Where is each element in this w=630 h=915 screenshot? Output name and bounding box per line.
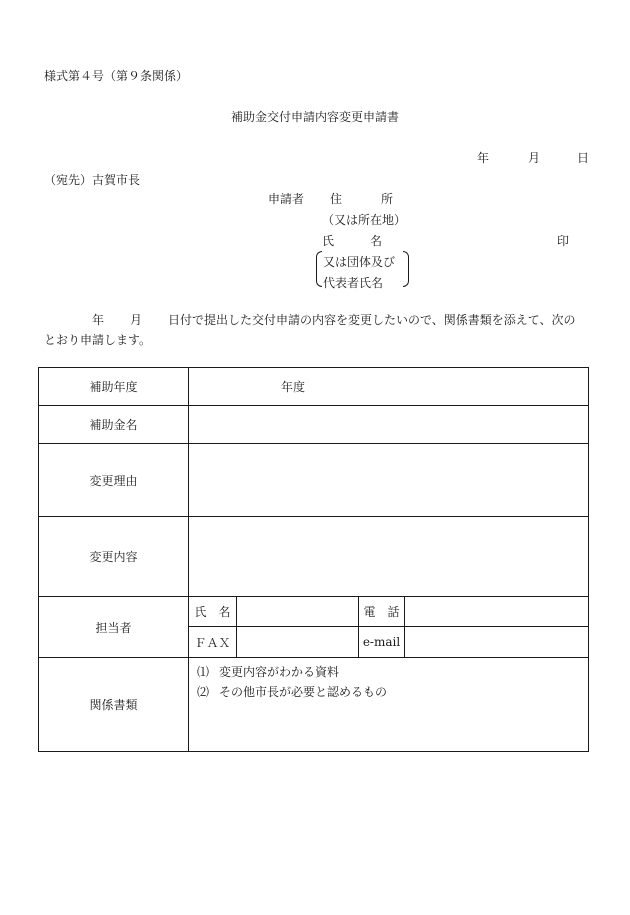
related-doc-item	[197, 662, 588, 682]
related-doc-text: 変更内容がわかる資料	[219, 665, 340, 679]
contact-email-field[interactable]	[405, 627, 589, 658]
application-table	[38, 367, 589, 752]
related-doc-number: ⑵	[197, 685, 210, 699]
date-year-label: 年	[477, 151, 490, 165]
subsidy-year-unit: 年度	[281, 380, 306, 394]
applicant-label: 申請者	[268, 192, 305, 206]
bracket-left	[316, 251, 322, 287]
subsidy-year-field[interactable]	[189, 368, 589, 406]
address-sub-label: （又は所在地）	[322, 213, 407, 227]
contact-name-label: 氏 名	[189, 597, 237, 627]
contact-name-field[interactable]	[237, 597, 359, 627]
change-reason-label: 変更理由	[39, 444, 189, 517]
subsidy-name-field[interactable]	[189, 406, 589, 444]
table-row-subsidy-year	[39, 368, 589, 406]
body-line1-text: 日付で提出した交付申請の内容を変更したいので、関係書類を添えて、次の	[168, 313, 576, 327]
document-title: 補助金交付申請内容変更申請書	[230, 110, 399, 124]
table-row-change-content	[39, 517, 589, 597]
related-doc-item	[197, 682, 588, 702]
table-row-change-reason	[39, 444, 589, 517]
body-month: 月	[130, 313, 143, 327]
name-label-1: 氏	[322, 234, 335, 248]
subsidy-year-label: 補助年度	[39, 368, 189, 406]
body-year: 年	[92, 313, 105, 327]
change-reason-field[interactable]	[189, 444, 589, 517]
change-content-label: 変更内容	[39, 517, 189, 597]
date-month-label: 月	[528, 151, 541, 165]
contact-phone-label: 電 話	[359, 597, 405, 627]
table-row-subsidy-name	[39, 406, 589, 444]
table-row-contact-1	[39, 597, 589, 627]
address-label-1: 住	[330, 192, 343, 206]
form-code: 様式第４号（第９条関係）	[44, 69, 189, 83]
change-content-field[interactable]	[189, 517, 589, 597]
contact-fax-label: ＦＡＸ	[189, 627, 237, 658]
contact-phone-field[interactable]	[405, 597, 589, 627]
table-row-related-docs	[39, 658, 589, 752]
org-sub-label-1: 又は団体及び	[323, 255, 396, 269]
contact-fax-field[interactable]	[237, 627, 359, 658]
related-docs-label: 関係書類	[39, 658, 189, 752]
related-doc-text: その他市長が必要と認めるもの	[219, 685, 388, 699]
body-text-line-1	[92, 314, 576, 326]
related-docs-list	[189, 658, 589, 752]
contact-email-label: e-mail	[359, 627, 405, 658]
contact-person-label: 担当者	[39, 597, 189, 658]
date-day-label: 日	[577, 151, 590, 165]
name-label-2: 名	[370, 234, 383, 248]
address-label-2: 所	[381, 192, 394, 206]
addressee: （宛先）古賀市長	[44, 173, 141, 187]
seal-label: 印	[557, 234, 570, 248]
bracket-right	[403, 251, 409, 287]
related-doc-number: ⑴	[197, 665, 210, 679]
subsidy-name-label: 補助金名	[39, 406, 189, 444]
org-sub-label-2: 代表者氏名	[323, 276, 384, 290]
body-text-line-2: とおり申請します。	[44, 333, 152, 347]
